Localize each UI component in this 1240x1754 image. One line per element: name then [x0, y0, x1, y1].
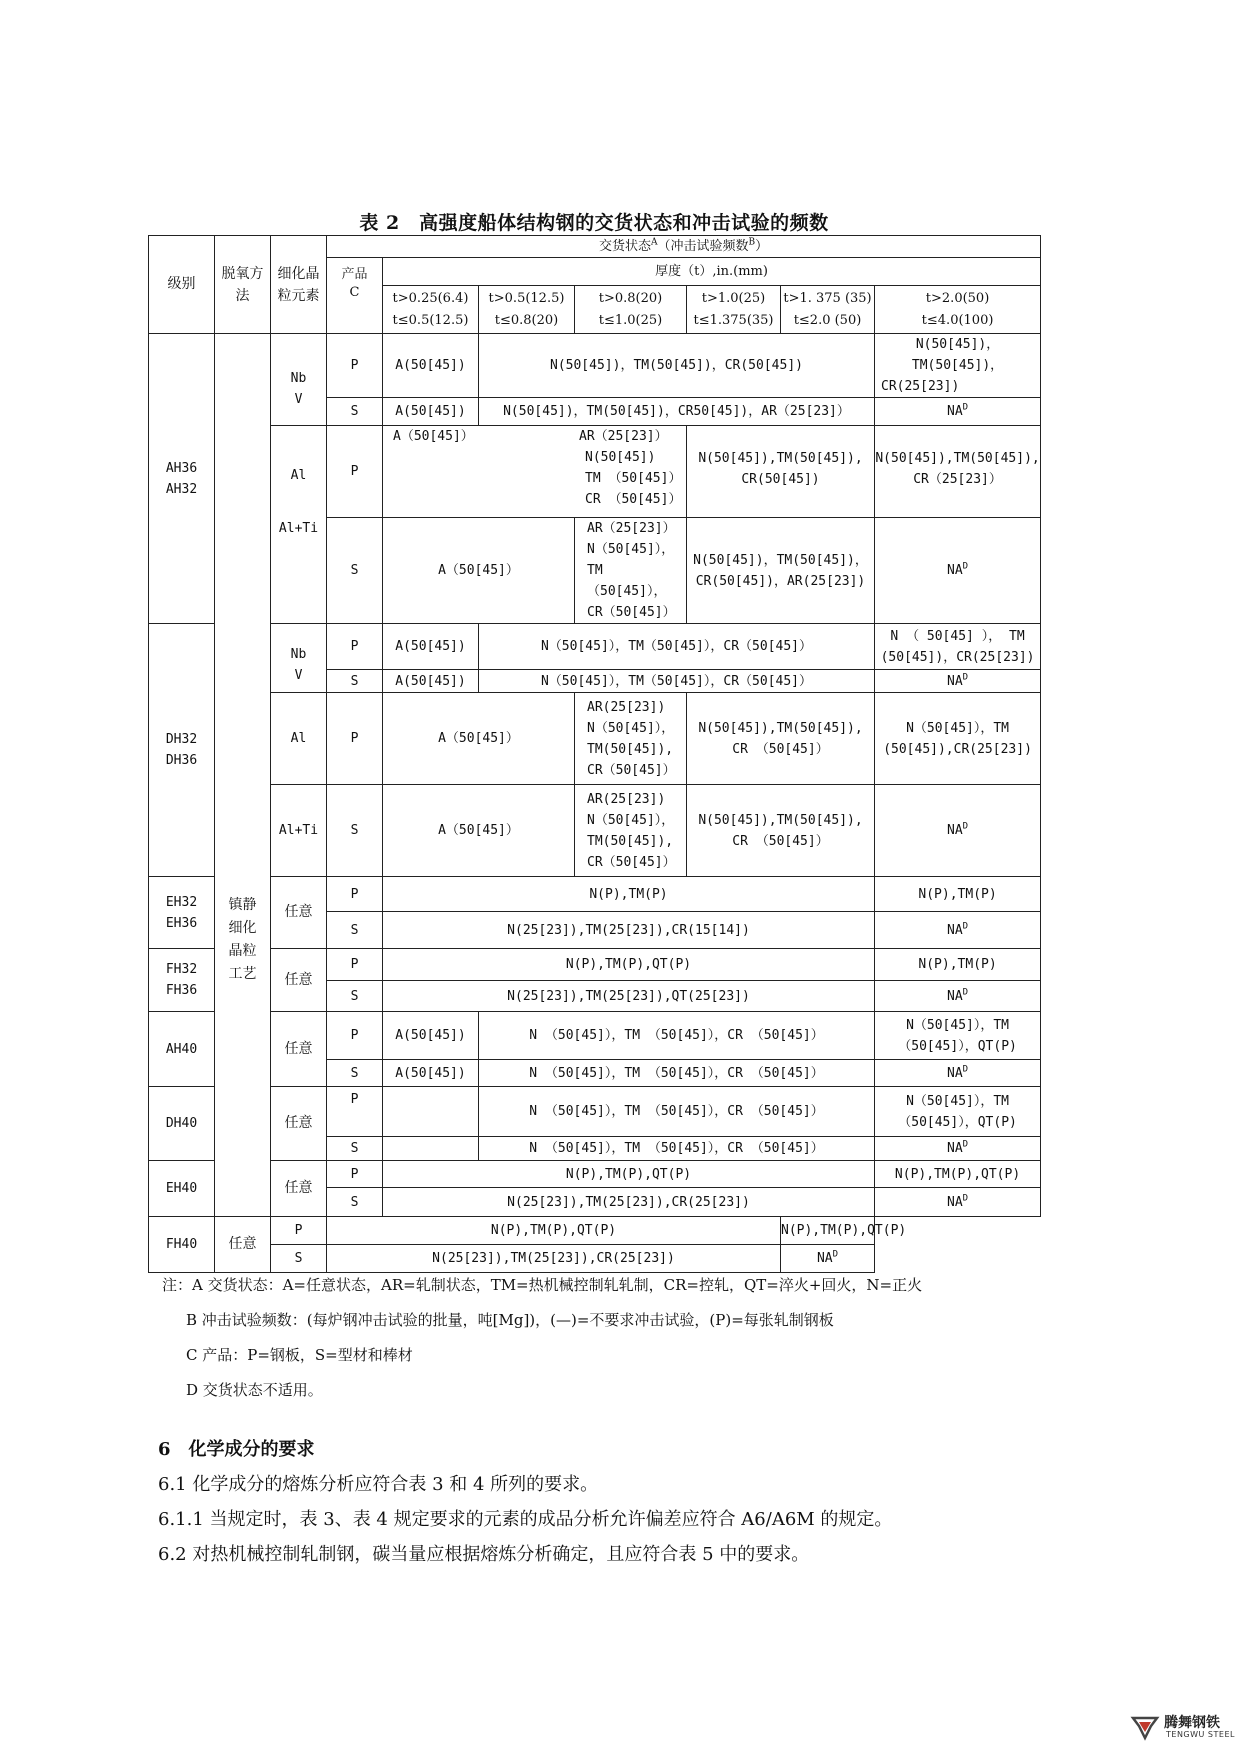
product-p: P: [327, 334, 383, 398]
cell-eh40-p: N(P),TM(P),QT(P): [383, 1161, 875, 1188]
cell-dh-nbv-p: N（50[45]），TM（50[45]），CR（50[45]）: [479, 624, 875, 670]
cell-fh-p: N(P),TM(P),QT(P): [383, 949, 875, 981]
cell-fh40-p-thick: N(P),TM(P),QT(P): [781, 1217, 875, 1245]
header-t-range-1: t>0.25(6.4) t≤0.5(12.5): [383, 286, 479, 334]
product-p: P: [327, 949, 383, 981]
cell-fh40-p: N(P),TM(P),QT(P): [327, 1217, 781, 1245]
cell-ah40-p: N （50[45]），TM （50[45]），CR （50[45]）: [479, 1012, 875, 1060]
cell-ah-al-p-mid: N(50[45]),TM(50[45]), CR(50[45]): [687, 426, 875, 518]
note-b: B 冲击试验频数：(每炉钢冲击试验的批量，吨[Mg])，(—)=不要求冲击试验，(P)=每张轧制钢板: [186, 1311, 834, 1329]
product-p: P: [327, 624, 383, 670]
header-product: 产品 C: [327, 258, 383, 334]
cell-a50: A（50[45]）: [383, 693, 575, 785]
cell-a50: A(50[45]): [383, 334, 479, 398]
header-thickness: 厚度（t）,in.(mm): [383, 258, 1041, 286]
element-any: 任意: [271, 949, 327, 1012]
deox-method-killed: 镇静 细化 晶粒 工艺: [215, 334, 271, 1217]
cell-eh40-s: N(25[23]),TM(25[23]),CR(25[23]): [383, 1188, 875, 1217]
product-s: S: [327, 912, 383, 949]
element-any: 任意: [271, 1161, 327, 1217]
product-p: P: [327, 1012, 383, 1060]
cell-a50: A（50[45]）: [383, 518, 575, 624]
grade-dh32-dh36: DH32 DH36: [149, 624, 215, 877]
product-p: P: [271, 1217, 327, 1245]
product-p: P: [327, 693, 383, 785]
cell-na: $NA^D$: [781, 1245, 875, 1273]
product-s: S: [327, 1137, 383, 1161]
product-p: P: [327, 426, 383, 518]
element-al: Al: [271, 426, 327, 518]
product-s: S: [271, 1245, 327, 1273]
element-al: Al: [271, 693, 327, 785]
cell-na: $NA^D$: [875, 398, 1041, 426]
product-p: P: [327, 877, 383, 912]
header-grade: 级别: [149, 236, 215, 334]
header-t-range-3: t>0.8(20) t≤1.0(25): [575, 286, 687, 334]
element-any: 任意: [271, 877, 327, 949]
cell-a50: A(50[45]): [383, 670, 479, 693]
cell-na: $NA^D$: [875, 1188, 1041, 1217]
cell-ah-nbv-s: N(50[45])，TM(50[45])，CR50[45])，AR（25[23]）: [479, 398, 875, 426]
cell-ah40-p-thick: N（50[45]），TM （50[45]），QT(P): [875, 1012, 1041, 1060]
cell-dh-alti-s-range: AR(25[23]) N（50[45]）， TM(50[45]), CR（50[45]）: [575, 785, 687, 877]
cell-ah-alti-s-range: AR（25[23]） N（50[45]）， TM （50[45]）， CR（50[45]）: [575, 518, 687, 624]
cell-empty: [383, 1137, 479, 1161]
cell-a50: A(50[45]): [383, 1060, 479, 1087]
grade-eh32-eh36: EH32 EH36: [149, 877, 215, 949]
cell-na: $NA^D$: [875, 670, 1041, 693]
cell-eh-p: N(P),TM(P): [383, 877, 875, 912]
tengwu-logo-icon: [1130, 1712, 1160, 1742]
cell-dh-al-p-thick: N（50[45]），TM (50[45]),CR(25[23]): [875, 693, 1041, 785]
grade-fh40: FH40: [149, 1217, 215, 1273]
element-nb-v: Nb V: [271, 624, 327, 693]
cell-eh-s: N(25[23]),TM(25[23]),CR(15[14]): [383, 912, 875, 949]
element-al-ti: Al+Ti: [271, 785, 327, 877]
note-c: C 产品：P=钢板，S=型材和棒材: [186, 1346, 413, 1364]
cell-na: $NA^D$: [875, 518, 1041, 624]
grade-fh32-fh36: FH32 FH36: [149, 949, 215, 1012]
section-heading: 6 化学成分的要求: [158, 1439, 315, 1460]
grade-dh40: DH40: [149, 1087, 215, 1161]
cell-eh-p-thick: N(P),TM(P): [875, 877, 1041, 912]
cell-na: $NA^D$: [875, 785, 1041, 877]
cell-dh-al-p-mid: N(50[45]),TM(50[45]), CR （50[45]）: [687, 693, 875, 785]
note-a: 注：A 交货状态：A=任意状态，AR=轧制状态，TM=热机械控制轧轧制，CR=控轧，QT=淬火+回火，N=正火: [162, 1276, 923, 1294]
element-any: 任意: [271, 1012, 327, 1087]
cell-fh-s: N(25[23]),TM(25[23]),QT(25[23]): [383, 981, 875, 1012]
cell-ah-nbv-p: N(50[45])，TM(50[45])，CR(50[45]): [479, 334, 875, 398]
grade-eh40: EH40: [149, 1161, 215, 1217]
cell-ah-nbv-p-thick: N(50[45])，TM(50[45])， CR(25[23]): [875, 334, 1041, 398]
cell-dh40-p-thick: N（50[45]），TM （50[45]），QT(P): [875, 1087, 1041, 1137]
cell-a50: A(50[45]): [383, 398, 479, 426]
cell-fh40-s: N(25[23]),TM(25[23]),CR(25[23]): [327, 1245, 781, 1273]
grade-ah36-ah32: AH36 AH32: [149, 334, 215, 624]
cell-ah-al-p-range: A（50[45]） AR（25[23]） N(50[45]) TM （50[45]） CR （50[45]）: [383, 426, 687, 518]
header-t-range-5: t>1. 375 (35) t≤2.0 (50): [781, 286, 875, 334]
cell-dh-alti-s-mid: N(50[45]),TM(50[45]), CR （50[45]）: [687, 785, 875, 877]
element-any: 任意: [215, 1217, 271, 1273]
cell-dh40-p: N （50[45]），TM （50[45]），CR （50[45]）: [479, 1087, 875, 1137]
cell-a50: A(50[45]): [383, 624, 479, 670]
header-refine-element: 细化晶粒元素: [271, 236, 327, 334]
cell-ah-al-p-thick: N(50[45]),TM(50[45]), CR（25[23]）: [875, 426, 1041, 518]
table-title: 表 2 高强度船体结构钢的交货状态和冲击试验的频数: [359, 212, 829, 234]
delivery-impact-table: [148, 235, 1041, 1273]
product-s: S: [327, 670, 383, 693]
company-logo: [1130, 1710, 1235, 1744]
cell-na: $NA^D$: [875, 981, 1041, 1012]
product-s: S: [327, 398, 383, 426]
header-deox-method: 脱氧方法: [215, 236, 271, 334]
cell-dh-nbv-p-thick: N （ 50[45] ）， TM (50[45])，CR(25[23]): [875, 624, 1041, 670]
header-t-range-2: t>0.5(12.5) t≤0.8(20): [479, 286, 575, 334]
cell-ah-alti-s-mid: N(50[45])，TM(50[45])， CR(50[45])，AR(25[23]): [687, 518, 875, 624]
section-chemical-composition: [158, 1432, 892, 1572]
cell-na: $NA^D$: [875, 1137, 1041, 1161]
cell-ah40-s: N （50[45]），TM （50[45]），CR （50[45]）: [479, 1060, 875, 1087]
product-s: S: [327, 1188, 383, 1217]
note-d: D 交货状态不适用。: [186, 1381, 323, 1399]
cell-a50: A（50[45]）: [383, 785, 575, 877]
cell-dh-al-p-range: AR(25[23]) N（50[45]）， TM(50[45]), CR（50[45]）: [575, 693, 687, 785]
cell-a50: A(50[45]): [383, 1012, 479, 1060]
header-delivery-state: 交货状态$^A$（冲击试验频数$^B$）: [327, 236, 1041, 258]
product-p: P: [327, 1161, 383, 1188]
cell-empty: [383, 1087, 479, 1137]
header-t-range-6: t>2.0(50) t≤4.0(100): [875, 286, 1041, 334]
clause-6-2: 6.2 对热机械控制轧制钢，碳当量应根据熔炼分析确定，且应符合表 5 中的要求。: [158, 1544, 810, 1565]
element-al-ti: Al+Ti: [271, 518, 327, 624]
cell-na: $NA^D$: [875, 912, 1041, 949]
header-t-range-4: t>1.0(25) t≤1.375(35): [687, 286, 781, 334]
cell-dh-nbv-s: N（50[45]），TM（50[45]），CR（50[45]）: [479, 670, 875, 693]
clause-6-1-1: 6.1.1 当规定时，表 3、表 4 规定要求的元素的成品分析允许偏差应符合 A6/A6M 的规定。: [158, 1509, 893, 1530]
product-s: S: [327, 518, 383, 624]
logo-text-cn: 腾舞钢铁: [1164, 1715, 1220, 1731]
logo-text-en: TENGWU STEEL: [1166, 1730, 1235, 1739]
product-s: S: [327, 1060, 383, 1087]
product-s: S: [327, 785, 383, 877]
table-notes: [162, 1268, 922, 1408]
cell-fh-p-thick: N(P),TM(P): [875, 949, 1041, 981]
cell-na: $NA^D$: [875, 1060, 1041, 1087]
element-nb-v: Nb V: [271, 334, 327, 426]
cell-dh40-s: N （50[45]），TM （50[45]），CR （50[45]）: [479, 1137, 875, 1161]
product-s: S: [327, 981, 383, 1012]
clause-6-1: 6.1 化学成分的熔炼分析应符合表 3 和 4 所列的要求。: [158, 1474, 599, 1495]
cell-eh40-p-thick: N(P),TM(P),QT(P): [875, 1161, 1041, 1188]
product-p: P: [327, 1087, 383, 1137]
element-any: 任意: [271, 1087, 327, 1161]
grade-ah40: AH40: [149, 1012, 215, 1087]
